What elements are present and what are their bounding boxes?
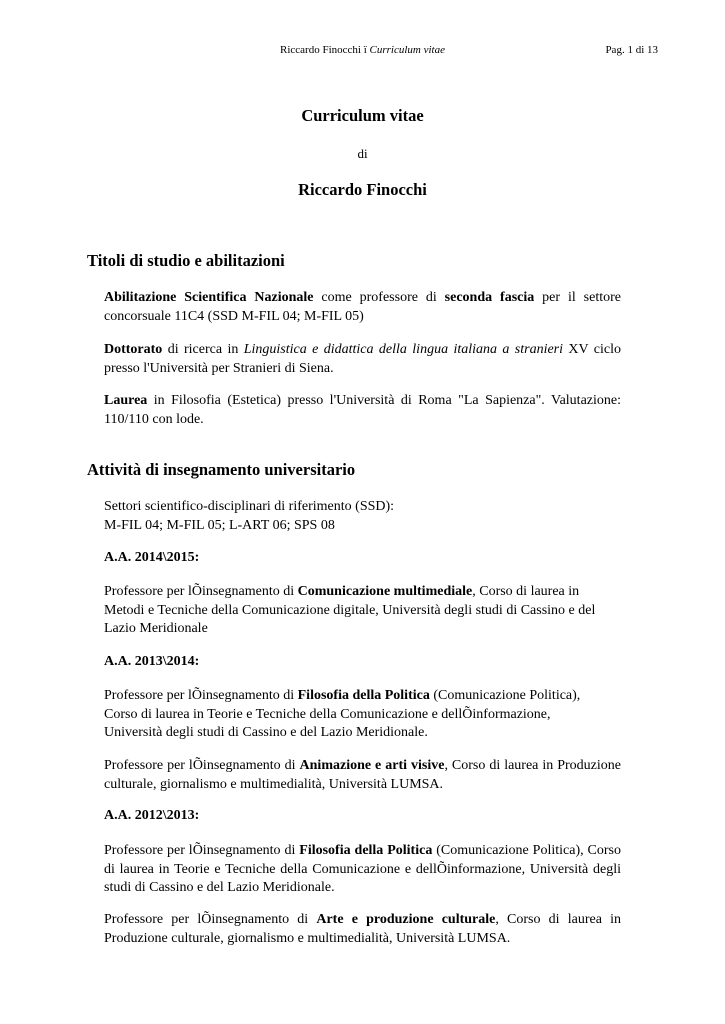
- section-heading-attivita: Attività di insegnamento universitario: [87, 460, 356, 479]
- paragraph-2013-filosofia: Professore per lÕinsegnamento di Filosofia della Politica (Comunicazione Politica), Corso di laurea in Teorie e Tecniche della Comunicazione e dellÕinformazione, Università degli studi di Cassino e del Lazio Meridionale.: [104, 688, 581, 740]
- paragraph-2012-filosofia: Professore per lÕinsegnamento di Filosofia della Politica (Comunicazione Politica), Corso di laurea in Teorie e Tecniche della Comunicazione e dellÕinformazione, Università degli studi di Cassino e del Lazio Meridionale.: [104, 843, 621, 895]
- paragraph-laurea: Laurea in Filosofia (Estetica) presso l'Università di Roma "La Sapienza". Valutazione: 110/110 con lode.: [104, 393, 621, 427]
- academic-year-2012: A.A. 2012\2013:: [104, 808, 200, 823]
- doc-title-di: di: [357, 146, 368, 161]
- academic-year-2014: A.A. 2014\2015:: [104, 550, 200, 565]
- paragraph-ssd: Settori scientifico-disciplinari di riferimento (SSD): M-FIL 04; M-FIL 05; L-ART 06; SPS 08: [104, 499, 395, 533]
- academic-year-2013: A.A. 2013\2014:: [104, 654, 200, 669]
- paragraph-2012-arte: Professore per lÕinsegnamento di Arte e produzione culturale, Corso di laurea in Produzione culturale, giornalismo e multimedialità, Università LUMSA.: [104, 912, 622, 946]
- doc-author: Riccardo Finocchi: [298, 180, 427, 199]
- paragraph-dottorato: Dottorato di ricerca in Linguistica e didattica della lingua italiana a stranieri XV ciclo presso l'Università per Stranieri di Siena.: [104, 342, 621, 376]
- header-doc-title: Curriculum vitae: [369, 44, 445, 56]
- paragraph-2014-multimediale: Professore per lÕinsegnamento di Comunicazione multimediale, Corso di laurea in Metodi e Tecniche della Comunicazione digitale, Università degli studi di Cassino e del Lazio Meridionale: [104, 584, 596, 636]
- section-heading-titoli: Titoli di studio e abilitazioni: [87, 251, 285, 270]
- header-author: Riccardo Finocchi ï: [280, 44, 370, 56]
- paragraph-abilitazione: Abilitazione Scientifica Nazionale come professore di seconda fascia per il settore concorsuale 11C4 (SSD M-FIL 04; M-FIL 05): [104, 290, 621, 324]
- page-number: Pag. 1 di 13: [605, 44, 658, 56]
- paragraph-2013-animazione: Professore per lÕinsegnamento di Animazione e arti visive, Corso di laurea in Produzione culturale, giornalismo e multimedialità, Università LUMSA.: [104, 758, 622, 792]
- doc-title: Curriculum vitae: [301, 106, 424, 125]
